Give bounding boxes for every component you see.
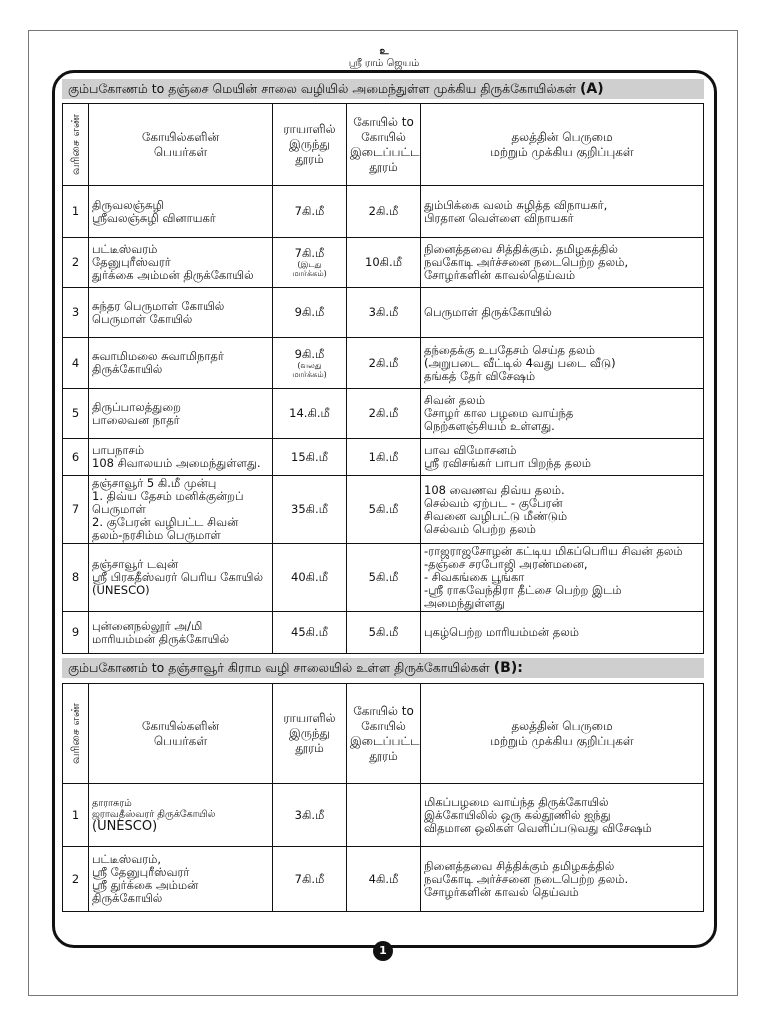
table-b-header-row	[63, 684, 704, 784]
table-row: 9 புன்னைநல்லூர் அ/மி மாரியம்மன் திருக்கோயில் 45கி.மீ 5கி.மீ புகழ்பெற்ற மாரியம்மன் தலம்	[63, 612, 704, 654]
table-row: 2 பட்டீஸ்வரம், ஸ்ரீ தேனுபுரீஸ்வரர் ஸ்ரீ துர்க்கை அம்மன் திருக்கோயில் 7கி.மீ 4கி.மீ நினைத்தவை சித்திக்கும் தமிழகத்தில் நவகோடி அர்ச்சனை நடைபெற்ற தலம். சோழர்களின் காவல் தெய்வம்	[63, 847, 704, 912]
section-b-tag: (B):	[493, 660, 523, 676]
table-row: 3 சுந்தர பெருமாள் கோயில் பெருமாள் கோயில் 9கி.மீ 3கி.மீ பெருமாள் திருக்கோயில்	[63, 288, 704, 338]
col-serial: வரிசை எண்	[63, 104, 89, 186]
temples-table-b	[62, 683, 704, 912]
section-b-title	[62, 658, 704, 678]
table-a-header-row	[63, 104, 704, 186]
header-symbol: உ	[379, 46, 389, 57]
table-row: 5 திருப்பாலத்துறை பாலைவன நாதர் 14.கி.மீ 2கி.மீ சிவன் தலம் சோழர் கால பழமை வாய்ந்த நெற்களஞ்சியம் உள்ளது.	[63, 389, 704, 439]
table-row: 8 தஞ்சாவூர் டவுன் ஸ்ரீ பிரகதீஸ்வரர் பெரிய கோயில் (UNESCO) 40கி.மீ 5கி.மீ -ராஜராஜசோழன் கட்டிய மிகப்பெரிய சிவன் தலம் -தஞ்சை சரபோஜி அரண்மனை, - சிவகங்கை பூங்கா -ஸ்ரீ ராகவேந்திரா தீட்சை பெற்ற இடம் அமைந்துள்ளது	[63, 544, 704, 612]
table-row: 4 சுவாமிமலை சுவாமிநாதர் திருக்கோயில் 9கி.மீ (வலது மார்க்கம்) 2கி.மீ தந்தைக்கு உபதேசம் செய்த தலம் (அறுபடை வீட்டில் 4வது படை வீடு) தங்கத் தேர் விசேஷம்	[63, 338, 704, 389]
page-number: 1	[373, 941, 393, 961]
col-info: தலத்தின் பெருமை மற்றும் முக்கிய குறிப்புகள்	[421, 104, 704, 186]
temples-table-a	[62, 103, 704, 654]
col-serial: வரிசை எண்	[63, 684, 89, 784]
header-invocation: ஸ்ரீ ராம் ஜெயம்	[348, 58, 420, 69]
col-between: கோயில் to கோயில் இடைப்பட்ட தூரம்	[347, 684, 421, 784]
col-distance: ராயாளில் இருந்து தூரம்	[273, 684, 347, 784]
col-name: கோயில்களின் பெயர்கள்	[89, 104, 273, 186]
table-row: 1 திருவலஞ்சுழி ஸ்ரீவலஞ்சுழி வினாயகர் 7கி.மீ 2கி.மீ தும்பிக்கை வலம் சுழித்த விநாயகர், பிரதான வெள்ளை விநாயகர்	[63, 186, 704, 238]
col-distance: ராயாளில் இருந்து தூரம்	[273, 104, 347, 186]
table-row: 2 பட்டீஸ்வரம் தேனுபுரீஸ்வரர் துர்க்கை அம்மன் திருக்கோயில் 7கி.மீ (இடது மார்க்கம்) 10கி.மீ நினைத்தவை சித்திக்கும். தமிழகத்தில் நவகோடி அர்ச்சனை நடைபெற்ற தலம், சோழர்களின் காவல்தெய்வம்	[63, 238, 704, 288]
section-a-tag: (A)	[580, 81, 604, 97]
table-row: 6 பாபநாசம் 108 சிவாலயம் அமைந்துள்ளது. 15கி.மீ 1கி.மீ பாவ விமோசனம் ஸ்ரீ ரவிசங்கர் பாபா பிறந்த தலம்	[63, 439, 704, 476]
col-name: கோயில்களின் பெயர்கள்	[89, 684, 273, 784]
table-row: 1 தாராசுரம் ஜராவதீஸ்வரர் திருக்கோயில் (UNESCO) 3கி.மீ மிகப்பழமை வாய்ந்த திருக்கோயில் இக்கோயிலில் ஒரு கல்தூணில் ஐந்து விதமான ஒலிகள் வெளிப்படுவது விசேஷம்	[63, 784, 704, 847]
col-between: கோயில் to கோயில் இடைப்பட்ட தூரம்	[347, 104, 421, 186]
col-info: தலத்தின் பெருமை மற்றும் முக்கிய குறிப்புகள்	[421, 684, 704, 784]
table-row: 7 தஞ்சாவூர் 5 கி.மீ முன்பு 1. திவ்ய தேசம் மனிக்குன்றப் பெருமாள் 2. குபேரன் வழிபட்ட சிவன் தலம்-நரசிம்ம பெருமாள் 35கி.மீ 5கி.மீ 108 வைணவ திவ்ய தலம். செல்வம் ஏற்பட - குபேரன் சிவனை வழிபட்டு மீண்டும் செல்வம் பெற்ற தலம்	[63, 476, 704, 544]
section-a-title	[62, 79, 704, 99]
section-b-title-text: கும்பகோணம் to தஞ்சாவூர் கிராம வழி சாலையில் உள்ள திருக்கோயில்கள்	[68, 660, 490, 675]
section-a-title-text: கும்பகோணம் to தஞ்சை மெயின் சாலை வழியில் அமைந்துள்ள முக்கிய திருக்கோயில்கள்	[68, 81, 577, 96]
